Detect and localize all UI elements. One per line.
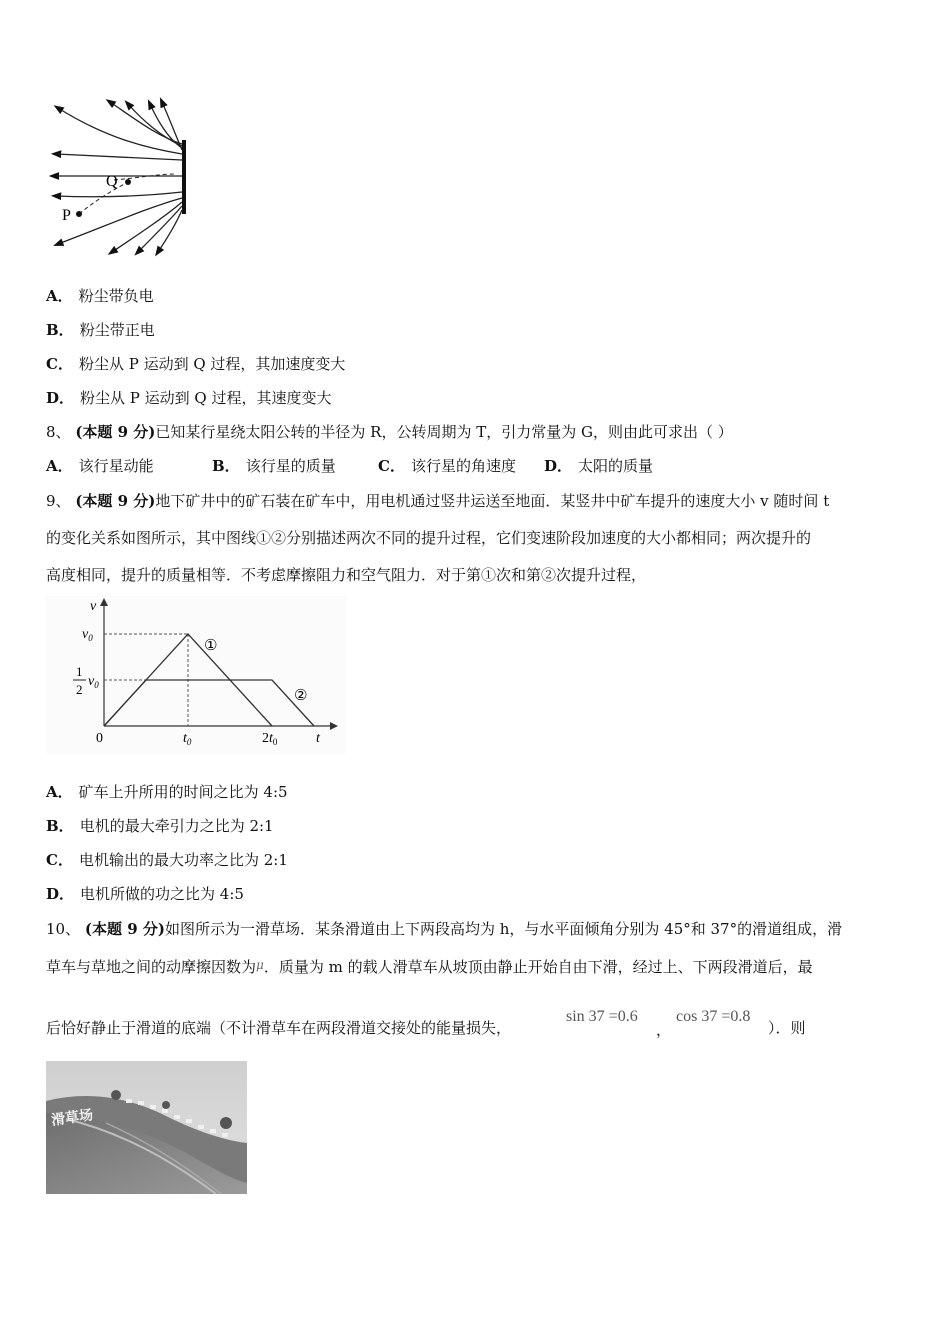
electric-field-figure [46,96,196,258]
tick-label-2t0: $2t_0$ [262,731,278,747]
svg-text:2: 2 [76,682,83,697]
q8-stem: 8、 (本题 9 分)已知某行星绕太阳公转的半径为 R，公转周期为 T，引力常量为 G，则由此可求出（ ） [46,423,733,441]
point-p-dot [76,211,82,217]
series-label-1: ① [204,636,218,654]
q9-option-a[interactable]: A． 矿车上升所用的时间之比为 4:5 [46,783,288,801]
q8-options [46,456,653,476]
tick-label-v0: $v_0$ [82,627,93,643]
formula-comma: ， [656,1021,672,1039]
q10-stem-line2: 草车与草地之间的动摩擦因数为$^\mu$．质量为 m 的载人滑草车从坡顶由静止开始自由下滑，经过上、下两段滑道后，最 [46,958,813,976]
q7-option-b[interactable]: B． 粉尘带正电 [46,321,155,339]
series-label-2: ② [294,686,308,704]
field-lines [54,102,182,252]
q9-stem-line1: 9、 (本题 9 分)地下矿井中的矿石装在矿车中，用电机通过竖井运送至地面．某竖井中矿车提升的速度大小 v 随时间 t [46,492,830,510]
q9-option-c[interactable]: C． 电机输出的最大功率之比为 2:1 [46,851,288,869]
q7-option-c[interactable]: C． 粉尘从 P 运动到 Q 过程，其加速度变大 [46,355,346,373]
q7-option-d[interactable]: D． 粉尘从 P 运动到 Q 过程，其速度变大 [46,389,332,407]
q8-option-a[interactable]: A． 该行星动能 [46,457,154,475]
origin-label: 0 [96,731,103,746]
q10-stem-end: ）．则 [768,1019,806,1037]
q10-stem-line1: 10、 (本题 9 分)如图所示为一滑草场．某条滑道由上下两段高均为 h，与水平面倾角分别为 45°和 37°的滑道组成，滑 [46,920,843,938]
grass-ski-photo [46,1061,247,1194]
svg-text:滑草场: 滑草场 [50,1107,95,1129]
q8-option-b[interactable]: B． 该行星的质量 [212,457,336,475]
svg-text:1: 1 [76,664,83,679]
cos-formula: cos 37 =0.8 [676,1008,751,1025]
y-axis-label: v [90,599,97,614]
sin-formula: sin 37 =0.6 [566,1008,638,1025]
label-p: P [62,207,71,224]
x-axis-label: t [316,731,320,746]
q9-option-b[interactable]: B． 电机的最大牵引力之比为 2:1 [46,817,274,835]
q7-option-a[interactable]: A． 粉尘带负电 [46,287,154,305]
label-q: Q [106,173,118,190]
q9-stem-line2: 的变化关系如图所示，其中图线①②分别描述两次不同的提升过程，它们变速阶段加速度的大小都相同；两次提升的 [46,529,812,547]
q9-stem-line3: 高度相同，提升的质量相等．不考虑摩擦阻力和空气阻力．对于第①次和第②次提升过程， [46,566,647,584]
mu-symbol: μ [256,958,264,972]
point-q-dot [125,179,131,185]
q10-stem-line3: 后恰好静止于滑道的底端（不计滑草车在两段滑道交接处的能量损失， [46,1019,512,1037]
q8-option-d[interactable]: D． 太阳的质量 [544,457,654,475]
v-t-chart [46,596,346,754]
q8-option-c[interactable]: C． 该行星的角速度 [378,457,516,475]
charged-plate [182,140,186,214]
svg-text:v0: $v_0$ [88,674,99,690]
q9-option-d[interactable]: D． 电机所做的功之比为 4:5 [46,885,244,903]
tick-label-t0: $t_0$ [183,731,192,747]
